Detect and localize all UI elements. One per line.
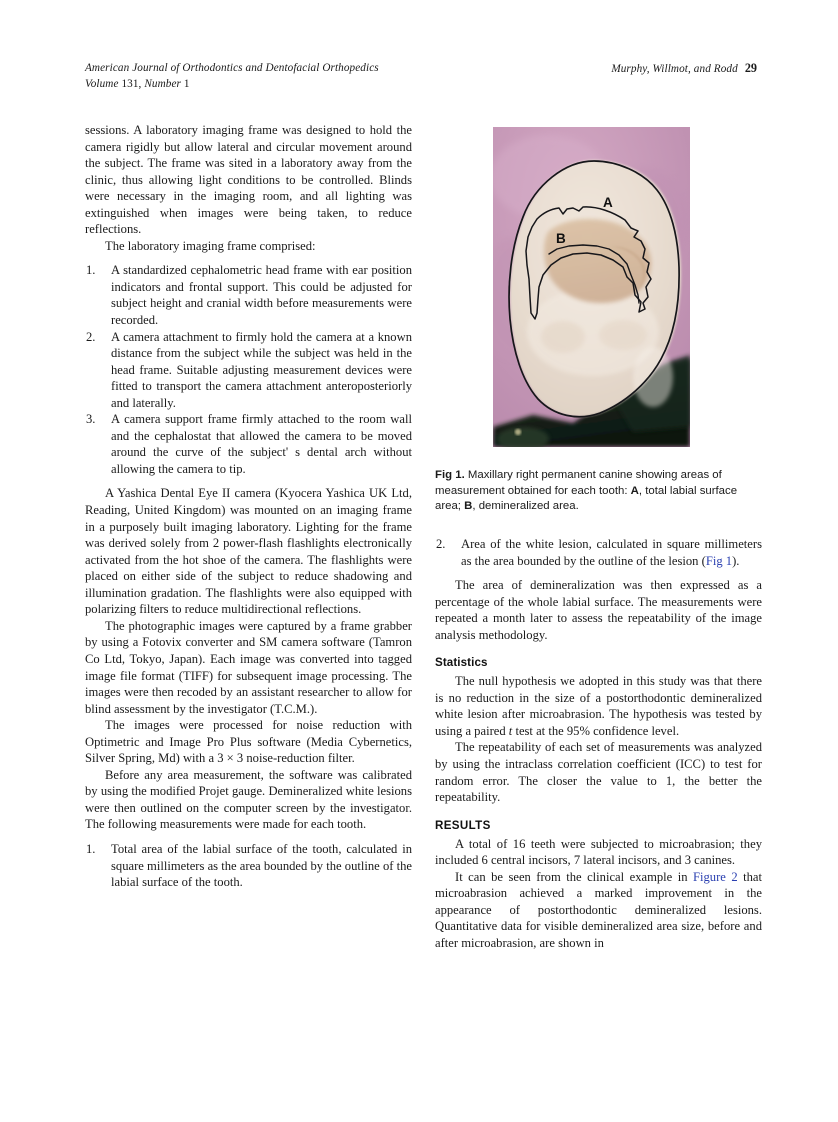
spacer xyxy=(85,254,412,262)
figure-caption-end: , demineralized area. xyxy=(472,500,579,513)
figure-image xyxy=(493,127,690,447)
list-item xyxy=(85,329,412,412)
figure-1 xyxy=(435,122,762,515)
measurements-list-left xyxy=(85,841,412,891)
figure-marker-a: A xyxy=(630,484,639,497)
paragraph-text: It can be seen from the clinical example in xyxy=(455,869,693,884)
figure-label: Fig 1. xyxy=(435,469,465,481)
figure-caption xyxy=(435,468,762,515)
spacer xyxy=(435,569,762,577)
left-column xyxy=(85,122,412,891)
heading-statistics: Statistics xyxy=(435,656,488,670)
journal-title: American Journal of Orthodontics and Dentofacial Orthopedics xyxy=(85,62,379,74)
paragraph-text: The null hypothesis we adopted in this study was that there is no reduction in the size of a postorthodontic demineralized white lesion after microabrasion. The hypothesis was tested by using a paired xyxy=(435,674,762,738)
list-item-text: Total area of the labial surface of the tooth, calculated in square millimeters as the area bounded by the outline of the labial surface of the tooth. xyxy=(111,841,412,890)
figure-2-crossref-link[interactable]: Figure 2 xyxy=(693,869,738,884)
volume-line xyxy=(85,77,379,93)
list-item-text: A camera attachment to firmly hold the camera at a known distance from the subject while the subject was held in the head frame. Suitable adjusting measurement devices were fitted to transport the camera attachment anteroposteriorly and laterally. xyxy=(111,329,412,410)
paragraph-text: that microabrasion achieved a marked improvement in the appearance of postorthodontic demineralized lesions. Quantitative data for visible demineralized area size, before and after microabrasion, are shown in xyxy=(435,869,763,950)
running-head xyxy=(85,61,757,95)
authors-line: Murphy, Willmot, and Rodd xyxy=(611,63,738,75)
paragraph-text: test at the 95% confidence level. xyxy=(512,723,680,738)
list-item-text-after: ). xyxy=(732,553,740,568)
paragraph: Before any area measurement, the software was calibrated by using the modified Projet gauge. Demineralized white lesions were then outlined on the computer screen by the investigator. The following measurements were made for each tooth. xyxy=(85,767,412,832)
right-column xyxy=(435,536,762,951)
tooth-photograph xyxy=(493,127,690,447)
paragraph: The repeatability of each set of measurements was analyzed by using the intraclass correlation coefficient (ICC) to test for random error. The closer the value to 1, the better the repeatability. xyxy=(435,740,762,805)
paragraph: sessions. A laboratory imaging frame was designed to hold the camera rigidly but allow lateral and circular movement around the subject. The frame was sited in a laboratory away from the clinic, thus allowing light conditions to be controlled. Blinds were necessary in the imaging room, and all lighting was extinguished when images were being taken, to reduce reflections. xyxy=(85,123,412,237)
paragraph: The laboratory imaging frame comprised: xyxy=(105,238,316,253)
list-item xyxy=(85,262,412,328)
figure-marker-b: B xyxy=(464,500,473,513)
list-item xyxy=(435,536,762,569)
frame-components-list xyxy=(85,262,412,477)
figure-caption-text: Maxillary right permanent canine showing areas of measurement obtained for each tooth: xyxy=(435,469,722,497)
list-item-text: Area of the white lesion, calculated in square millimeters as the area bounded by the outline of the lesion ( xyxy=(461,537,762,568)
volume-number: 131, xyxy=(121,77,142,90)
running-head-left xyxy=(85,61,379,92)
italic-t-statistic: t xyxy=(508,723,513,738)
list-marker: 1. xyxy=(86,841,96,856)
paragraph: The area of demineralization was then expressed as a percentage of the whole labial surface. The measurements were repeated a month later to assess the repeatability of the image analysis methodology. xyxy=(435,578,762,642)
paragraph: The images were processed for noise reduction with Optimetric and Image Pro Plus software (Media Cybernetics, Silver Spring, Md) with a 3 × 3 noise-reduction filter. xyxy=(85,718,412,766)
volume-label: Volume xyxy=(85,77,119,90)
spacer xyxy=(85,833,412,841)
measurements-list-right xyxy=(435,536,762,569)
list-item-text: A standardized cephalometric head frame with ear position indicators and frontal support. This could be adjusted for subject height and cranial width before measurements were recorded. xyxy=(111,263,412,328)
running-head-right xyxy=(611,61,757,78)
list-marker: 1. xyxy=(86,263,96,278)
page-number: 29 xyxy=(744,61,757,75)
heading-results: RESULTS xyxy=(435,818,491,832)
paragraph: A total of 16 teeth were subjected to microabrasion; they included 6 central incisors, 7 lateral incisors, and 3 canines. xyxy=(435,836,762,868)
list-marker: 2. xyxy=(436,537,446,551)
spacer xyxy=(85,477,412,485)
list-item xyxy=(85,841,412,891)
paragraph xyxy=(435,869,762,952)
list-marker: 3. xyxy=(86,412,96,427)
number-label: Number xyxy=(144,77,181,90)
paragraph: A Yashica Dental Eye II camera (Kyocera Yashica UK Ltd, Reading, United Kingdom) was mounted on an imaging frame in a purposely built imaging laboratory. Lighting for the frame was derived solely from 2 power-flash flashlights electronically activated from the hot shoe of the camera. The flashlights were placed on either side of the subject to reduce shadowing and illumination gradation. The flashlights were also equipped with polarizing filters to reduce multidirectional reflections. xyxy=(85,486,412,617)
figure-label-b: B xyxy=(556,231,566,246)
figure-1-crossref-link[interactable]: Fig 1 xyxy=(705,553,733,568)
figure-label-a: A xyxy=(603,195,613,210)
list-item xyxy=(85,411,412,477)
list-marker: 2. xyxy=(86,329,96,344)
list-item-text: A camera support frame firmly attached to the room wall and the cephalostat that allowed the camera to be moved around the curve of the subject' s dental arch without allowing the camera to tip. xyxy=(111,412,412,476)
number-value: 1 xyxy=(183,77,190,90)
paragraph xyxy=(435,673,762,739)
paragraph: The photographic images were captured by a frame grabber by using a Fotovix converter and SM camera software (Tamron Co Ltd, Tokyo, Japan). Each image was converted into tagged image file format (TIFF) for subsequent image processing. The images were then recoded by an assistant researcher to allow for blind assessment by the investigator (T.C.M.). xyxy=(85,618,412,716)
figure-caption-mid: , total labial surface area; xyxy=(435,484,738,513)
